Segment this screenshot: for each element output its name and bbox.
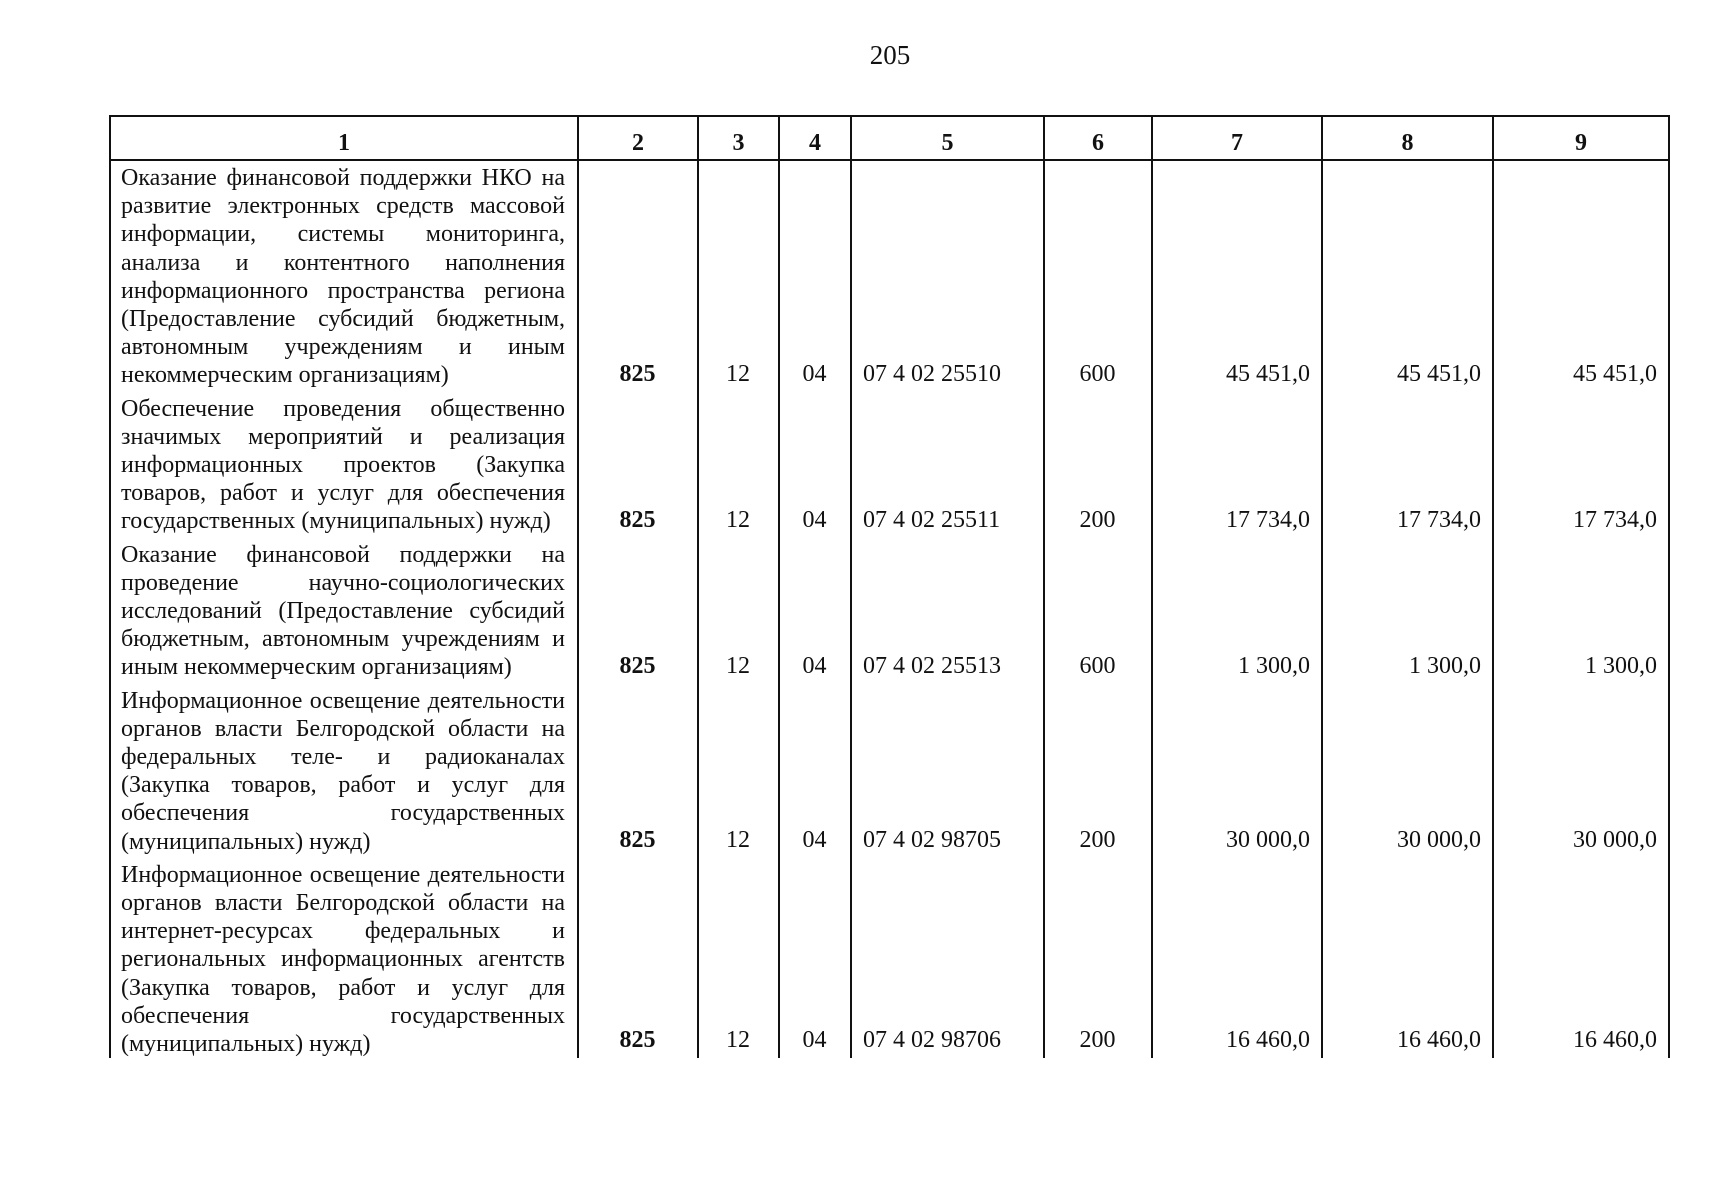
header-row — [110, 116, 1669, 160]
cell-amount-7: 1 300,0 — [1152, 538, 1322, 684]
row-description: Оказание финансовой поддержки на проведение научно-социологических исследований (Предоставление субсидий бюджетным, автономным учреждениям и иным некоммерческим организациям) — [110, 538, 578, 684]
column-header-5: 5 — [851, 116, 1044, 160]
cell-expense-type: 200 — [1044, 684, 1152, 858]
cell-subsection: 04 — [779, 160, 851, 392]
column-header-7: 7 — [1152, 116, 1322, 160]
cell-ministry-code: 825 — [578, 160, 698, 392]
cell-section: 12 — [698, 160, 779, 392]
row-description: Информационное освещение деятельности органов власти Белгородской области на интернет-ресурсах федеральных и региональных информационных агентств (Закупка товаров, работ и услуг для обеспечения государственных (муниципальных) нужд) — [110, 858, 578, 1058]
cell-target-article: 07 4 02 98706 — [851, 858, 1044, 1058]
row-description: Информационное освещение деятельности органов власти Белгородской области на федеральных теле- и радиоканалах (Закупка товаров, работ и услуг для обеспечения государственных (муниципальных) нужд) — [110, 684, 578, 858]
cell-section: 12 — [698, 684, 779, 858]
cell-subsection: 04 — [779, 538, 851, 684]
cell-amount-9: 17 734,0 — [1493, 392, 1669, 538]
cell-section: 12 — [698, 392, 779, 538]
cell-amount-9: 16 460,0 — [1493, 858, 1669, 1058]
page-number: 205 — [869, 40, 911, 70]
cell-expense-type: 600 — [1044, 160, 1152, 392]
cell-section: 12 — [698, 538, 779, 684]
cell-subsection: 04 — [779, 858, 851, 1058]
row-description: Обеспечение проведения общественно значимых мероприятий и реализация информационных проектов (Закупка товаров, работ и услуг для обеспечения государственных (муниципальных) нужд) — [110, 392, 578, 538]
table-row — [110, 392, 1669, 538]
column-header-1: 1 — [110, 116, 578, 160]
table-row — [110, 858, 1669, 1058]
cell-amount-8: 1 300,0 — [1322, 538, 1493, 684]
cell-amount-9: 1 300,0 — [1493, 538, 1669, 684]
column-header-9: 9 — [1493, 116, 1669, 160]
column-header-6: 6 — [1044, 116, 1152, 160]
cell-amount-7: 45 451,0 — [1152, 160, 1322, 392]
cell-ministry-code: 825 — [578, 538, 698, 684]
cell-target-article: 07 4 02 25513 — [851, 538, 1044, 684]
column-header-2: 2 — [578, 116, 698, 160]
cell-amount-8: 17 734,0 — [1322, 392, 1493, 538]
column-header-3: 3 — [698, 116, 779, 160]
cell-expense-type: 600 — [1044, 538, 1152, 684]
table-row — [110, 538, 1669, 684]
cell-target-article: 07 4 02 25510 — [851, 160, 1044, 392]
cell-amount-9: 30 000,0 — [1493, 684, 1669, 858]
cell-ministry-code: 825 — [578, 392, 698, 538]
cell-target-article: 07 4 02 98705 — [851, 684, 1044, 858]
cell-ministry-code: 825 — [578, 858, 698, 1058]
table-row — [110, 684, 1669, 858]
cell-amount-9: 45 451,0 — [1493, 160, 1669, 392]
budget-table — [109, 115, 1670, 1058]
cell-amount-8: 45 451,0 — [1322, 160, 1493, 392]
cell-amount-8: 30 000,0 — [1322, 684, 1493, 858]
column-header-4: 4 — [779, 116, 851, 160]
cell-subsection: 04 — [779, 392, 851, 538]
cell-target-article: 07 4 02 25511 — [851, 392, 1044, 538]
cell-amount-7: 17 734,0 — [1152, 392, 1322, 538]
cell-expense-type: 200 — [1044, 392, 1152, 538]
cell-amount-7: 30 000,0 — [1152, 684, 1322, 858]
cell-amount-8: 16 460,0 — [1322, 858, 1493, 1058]
column-header-8: 8 — [1322, 116, 1493, 160]
cell-expense-type: 200 — [1044, 858, 1152, 1058]
cell-section: 12 — [698, 858, 779, 1058]
table-row — [110, 160, 1669, 392]
cell-amount-7: 16 460,0 — [1152, 858, 1322, 1058]
cell-ministry-code: 825 — [578, 684, 698, 858]
cell-subsection: 04 — [779, 684, 851, 858]
row-description: Оказание финансовой поддержки НКО на развитие электронных средств массовой информации, системы мониторинга, анализа и контентного наполнения информационного пространства региона (Предоставление субсидий бюджетным, автономным учреждениям и иным некоммерческим организациям) — [110, 160, 578, 392]
